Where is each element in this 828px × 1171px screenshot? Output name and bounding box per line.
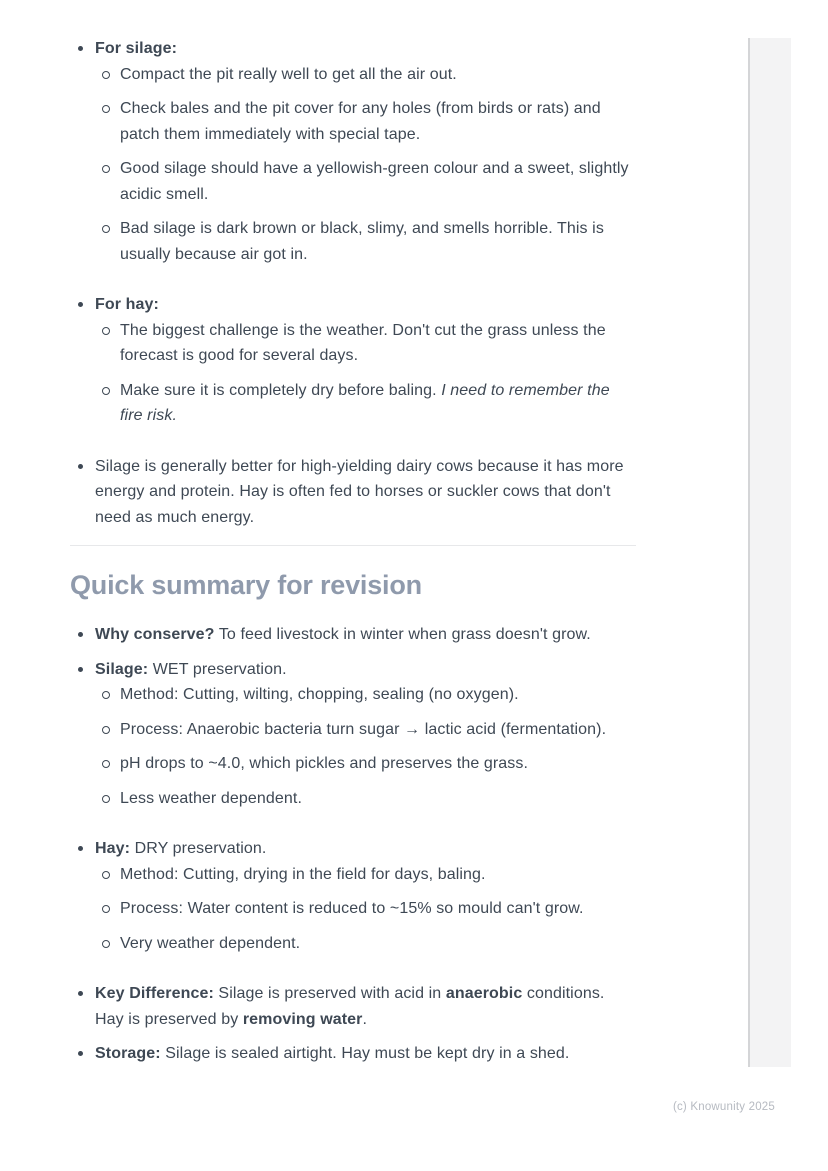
scrollbar-track[interactable] <box>748 38 791 1067</box>
list-item-label: Silage: <box>95 660 149 678</box>
list-item-hay-summary <box>70 836 636 972</box>
section-divider <box>70 545 636 546</box>
list-item-hay <box>70 292 636 445</box>
note-content <box>70 36 636 1076</box>
list-item-text: Silage is preserved with acid in <box>213 985 446 1002</box>
list-item-note-italic: I need to remember the fire risk. <box>120 381 610 424</box>
list-item-text: . <box>362 1010 368 1028</box>
care-tips-list <box>70 36 636 530</box>
emphasis-removing-water: removing water <box>242 1010 363 1028</box>
list-item-text: Silage is sealed airtight. Hay must be kept dry in a shed. <box>160 1045 570 1062</box>
list-item: Process: Water content is reduced to ~15% so mould can't grow. <box>95 896 636 922</box>
list-item-storage <box>70 1041 636 1067</box>
hay-sublist <box>95 318 636 445</box>
list-item-label: Key Difference: <box>95 985 214 1002</box>
list-item <box>95 378 636 429</box>
list-item-text: Make sure it is completely dry before baling. <box>120 381 442 399</box>
copyright-footer: (c) Knowunity 2025 <box>672 1101 775 1113</box>
list-item: Check bales and the pit cover for any holes (from birds or rats) and patch them immediately with special tape. <box>95 96 636 147</box>
emphasis-anaerobic: anaerobic <box>445 985 523 1002</box>
list-item: Very weather dependent. <box>95 931 636 957</box>
list-item: Method: Cutting, wilting, chopping, sealing (no oxygen). <box>95 682 636 708</box>
list-item-key-difference <box>70 981 636 1032</box>
list-item-silage <box>70 36 636 283</box>
list-item-comparison: Silage is generally better for high-yielding dairy cows because it has more energy and protein. Hay is often fed to horses or suckler cows that don't need as much energy. <box>70 454 636 531</box>
silage-sublist <box>95 62 636 284</box>
list-item-why-conserve <box>70 622 636 648</box>
list-item: Compact the pit really well to get all the air out. <box>95 62 636 88</box>
list-item-text: To feed livestock in winter when grass doesn't grow. <box>214 626 591 643</box>
section-heading: Quick summary for revision <box>70 570 422 600</box>
list-item-label: Why conserve? <box>95 626 215 643</box>
list-item: Process: Anaerobic bacteria turn sugar → lactic acid (fermentation). <box>95 717 636 743</box>
list-item: Method: Cutting, drying in the field for days, baling. <box>95 862 636 888</box>
hay-summary-sublist <box>95 862 636 973</box>
list-item-label: Storage: <box>95 1045 161 1062</box>
list-item: Bad silage is dark brown or black, slimy, and smells horrible. This is usually because air got in. <box>95 216 636 267</box>
summary-list <box>70 622 636 1067</box>
list-item: Less weather dependent. <box>95 786 636 812</box>
list-item-label: For silage: <box>95 40 178 57</box>
list-item-label: Hay: <box>95 840 131 857</box>
list-item-text: DRY preservation. <box>130 840 267 857</box>
list-item-text: conditions. Hay is preserved by <box>95 985 605 1028</box>
list-item-silage-summary <box>70 657 636 828</box>
silage-summary-sublist <box>95 682 636 827</box>
list-item: Good silage should have a yellowish-green colour and a sweet, slightly acidic smell. <box>95 156 636 207</box>
list-item: The biggest challenge is the weather. Don't cut the grass unless the forecast is good for several days. <box>95 318 636 369</box>
list-item: pH drops to ~4.0, which pickles and preserves the grass. <box>95 751 636 777</box>
list-item-text: WET preservation. <box>148 660 287 678</box>
list-item-label: For hay: <box>95 296 159 313</box>
